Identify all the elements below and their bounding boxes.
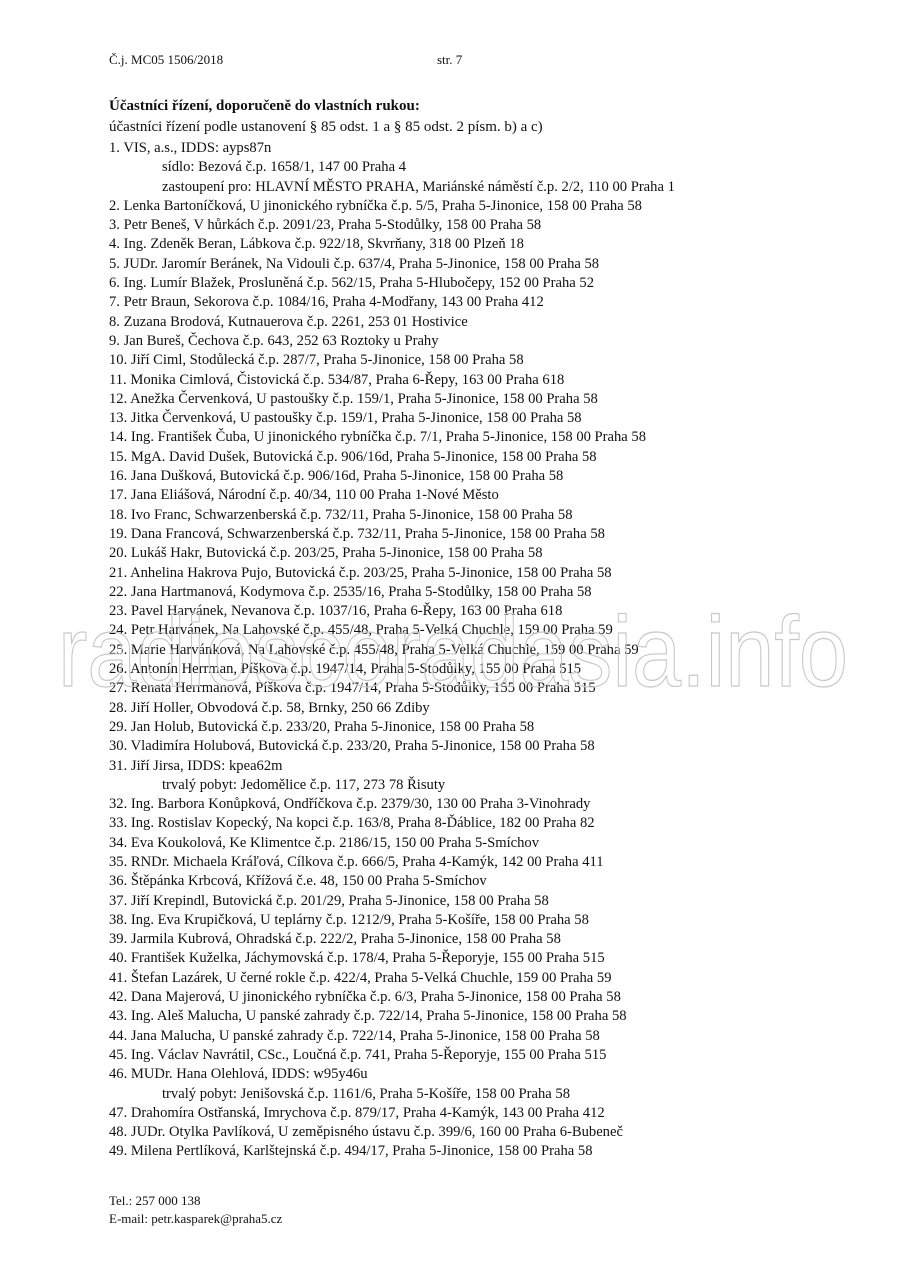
participant-line: 30. Vladimíra Holubová, Butovická č.p. 233/20, Praha 5-Jinonice, 158 00 Praha 58 bbox=[109, 738, 595, 755]
participant-line: 1. VIS, a.s., IDDS: ayps87n bbox=[109, 140, 272, 156]
participant-line: 38. Ing. Eva Krupičková, U teplárny č.p. 1212/9, Praha 5-Košíře, 158 00 Praha 58 bbox=[109, 911, 589, 928]
participant-line: 42. Dana Majerová, U jinonického rybníčka č.p. 6/3, Praha 5-Jinonice, 158 00 Praha 58 bbox=[109, 989, 621, 1006]
document-reference: Č.j. MC05 1506/2018 bbox=[109, 52, 224, 67]
participant-line: 8. Zuzana Brodová, Kutnauerova č.p. 2261, 253 01 Hostivice bbox=[109, 313, 468, 330]
participant-line: 37. Jiří Krepindl, Butovická č.p. 201/29, Praha 5-Jinonice, 158 00 Praha 58 bbox=[109, 892, 549, 909]
participant-line: 26. Antonín Herrman, Píškova č.p. 1947/14, Praha 5-Stodůlky, 155 00 Praha 515 bbox=[109, 661, 582, 678]
participant-line: 3. Petr Beneš, V hůrkách č.p. 2091/23, Praha 5-Stodůlky, 158 00 Praha 58 bbox=[109, 217, 542, 234]
participant-line: 16. Jana Dušková, Butovická č.p. 906/16d, Praha 5-Jinonice, 158 00 Praha 58 bbox=[109, 468, 564, 485]
participant-line: 25. Marie Harvánková, Na Lahovské č.p. 455/48, Praha 5-Velká Chuchle, 159 00 Praha 59 bbox=[109, 641, 639, 658]
participant-line: 7. Petr Braun, Sekorova č.p. 1084/16, Praha 4-Modřany, 143 00 Praha 412 bbox=[109, 294, 544, 311]
participant-line: 21. Anhelina Hakrova Pujo, Butovická č.p. 203/25, Praha 5-Jinonice, 158 00 Praha 58 bbox=[109, 564, 612, 581]
participant-detail-line: sídlo: Bezová č.p. 1658/1, 147 00 Praha 4 bbox=[162, 159, 407, 176]
section-title: Účastníci řízení, doporučeně do vlastních rukou: bbox=[109, 98, 420, 114]
participant-line: 43. Ing. Aleš Malucha, U panské zahrady č.p. 722/14, Praha 5-Jinonice, 158 00 Praha 58 bbox=[109, 1008, 627, 1025]
participant-line: 46. MUDr. Hana Olehlová, IDDS: w95y46u bbox=[109, 1066, 368, 1083]
participant-line: 22. Jana Hartmanová, Kodymova č.p. 2535/16, Praha 5-Stodůlky, 158 00 Praha 58 bbox=[109, 583, 592, 600]
participant-line: 36. Štěpánka Krbcová, Křížová č.e. 48, 150 00 Praha 5-Smíchov bbox=[109, 873, 487, 890]
participant-line: 29. Jan Holub, Butovická č.p. 233/20, Praha 5-Jinonice, 158 00 Praha 58 bbox=[109, 718, 535, 735]
participant-line: 45. Ing. Václav Navrátil, CSc., Loučná č.p. 741, Praha 5-Řeporyje, 155 00 Praha 515 bbox=[109, 1046, 607, 1063]
participant-line: 11. Monika Cimlová, Čistovická č.p. 534/87, Praha 6-Řepy, 163 00 Praha 618 bbox=[109, 371, 565, 388]
intro-text: účastníci řízení podle ustanovení § 85 odst. 1 a § 85 odst. 2 písm. b) a c) bbox=[109, 119, 543, 135]
participant-line: 17. Jana Eliášová, Národní č.p. 40/34, 110 00 Praha 1-Nové Město bbox=[109, 487, 499, 504]
footer-phone: Tel.: 257 000 138 bbox=[109, 1193, 201, 1208]
participant-line: 44. Jana Malucha, U panské zahrady č.p. 722/14, Praha 5-Jinonice, 158 00 Praha 58 bbox=[109, 1027, 600, 1044]
participant-line: 23. Pavel Harvánek, Nevanova č.p. 1037/16, Praha 6-Řepy, 163 00 Praha 618 bbox=[109, 603, 563, 620]
participant-line: 20. Lukáš Hakr, Butovická č.p. 203/25, Praha 5-Jinonice, 158 00 Praha 58 bbox=[109, 545, 543, 562]
participant-line: 4. Ing. Zdeněk Beran, Lábkova č.p. 922/18, Skvrňany, 318 00 Plzeň 18 bbox=[109, 236, 524, 253]
participant-line: 34. Eva Koukolová, Ke Klimentce č.p. 2186/15, 150 00 Praha 5-Smíchov bbox=[109, 834, 540, 851]
participant-line: 31. Jiří Jirsa, IDDS: kpea62m bbox=[109, 757, 283, 774]
participant-line: 47. Drahomíra Ostřanská, Imrychova č.p. 879/17, Praha 4-Kamýk, 143 00 Praha 412 bbox=[109, 1104, 605, 1121]
participant-line: 18. Ivo Franc, Schwarzenberská č.p. 732/11, Praha 5-Jinonice, 158 00 Praha 58 bbox=[109, 506, 573, 523]
participant-line: 41. Štefan Lazárek, U černé rokle č.p. 422/4, Praha 5-Velká Chuchle, 159 00 Praha 59 bbox=[109, 969, 612, 986]
participant-detail-line: trvalý pobyt: Jedomělice č.p. 117, 273 78 Řisuty bbox=[162, 776, 446, 793]
participant-line: 32. Ing. Barbora Konůpková, Ondříčkova č.p. 2379/30, 130 00 Praha 3-Vinohrady bbox=[109, 796, 591, 813]
participant-line: 12. Anežka Červenková, U pastoušky č.p. 159/1, Praha 5-Jinonice, 158 00 Praha 58 bbox=[109, 390, 598, 407]
participant-line: 24. Petr Harvánek, Na Lahovské č.p. 455/48, Praha 5-Velká Chuchle, 159 00 Praha 59 bbox=[109, 622, 613, 639]
participant-line: 14. Ing. František Čuba, U jinonického rybníčka č.p. 7/1, Praha 5-Jinonice, 158 00 Praha 58 bbox=[109, 429, 647, 446]
participants-list bbox=[109, 139, 889, 1162]
watermark-text: radioscoradasia.info bbox=[58, 596, 848, 708]
participant-line: 10. Jiří Ciml, Stodůlecká č.p. 287/7, Praha 5-Jinonice, 158 00 Praha 58 bbox=[109, 352, 524, 369]
footer bbox=[109, 1192, 282, 1228]
participant-detail-line: zastoupení pro: HLAVNÍ MĚSTO PRAHA, Mariánské náměstí č.p. 2/2, 110 00 Praha 1 bbox=[162, 178, 675, 195]
participant-line: 33. Ing. Rostislav Kopecký, Na kopci č.p. 163/8, Praha 8-Ďáblice, 182 00 Praha 82 bbox=[109, 815, 595, 832]
participant-line: 13. Jitka Červenková, U pastoušky č.p. 159/1, Praha 5-Jinonice, 158 00 Praha 58 bbox=[109, 410, 582, 427]
participant-line: 48. JUDr. Otylka Pavlíková, U zeměpisného ústavu č.p. 399/6, 160 00 Praha 6-Bubeneč bbox=[109, 1124, 623, 1141]
page-number: str. 7 bbox=[437, 52, 463, 67]
participant-line: 19. Dana Francová, Schwarzenberská č.p. 732/11, Praha 5-Jinonice, 158 00 Praha 58 bbox=[109, 525, 605, 542]
participant-line: 28. Jiří Holler, Obvodová č.p. 58, Brnky, 250 66 Zdiby bbox=[109, 699, 430, 716]
participant-line: 49. Milena Pertlíková, Karlštejnská č.p. 494/17, Praha 5-Jinonice, 158 00 Praha 58 bbox=[109, 1143, 593, 1160]
participant-line: 15. MgA. David Dušek, Butovická č.p. 906/16d, Praha 5-Jinonice, 158 00 Praha 58 bbox=[109, 448, 597, 465]
participant-line: 2. Lenka Bartoníčková, U jinonického rybníčka č.p. 5/5, Praha 5-Jinonice, 158 00 Praha 58 bbox=[109, 197, 642, 214]
participant-line: 5. JUDr. Jaromír Beránek, Na Vidouli č.p. 637/4, Praha 5-Jinonice, 158 00 Praha 58 bbox=[109, 255, 600, 272]
participant-detail-line: trvalý pobyt: Jenišovská č.p. 1161/6, Praha 5-Košíře, 158 00 Praha 58 bbox=[162, 1085, 571, 1102]
participant-line: 39. Jarmila Kubrová, Ohradská č.p. 222/2, Praha 5-Jinonice, 158 00 Praha 58 bbox=[109, 931, 561, 948]
participant-line: 35. RNDr. Michaela Kráľová, Cílkova č.p. 666/5, Praha 4-Kamýk, 142 00 Praha 411 bbox=[109, 853, 604, 870]
footer-email[interactable]: E-mail: petr.kasparek@praha5.cz bbox=[109, 1211, 283, 1226]
participant-line: 9. Jan Bureš, Čechova č.p. 643, 252 63 Roztoky u Prahy bbox=[109, 332, 439, 349]
participant-line: 40. František Kuželka, Jáchymovská č.p. 178/4, Praha 5-Řeporyje, 155 00 Praha 515 bbox=[109, 950, 605, 967]
participant-line: 6. Ing. Lumír Blažek, Prosluněná č.p. 562/15, Praha 5-Hlubočepy, 152 00 Praha 52 bbox=[109, 275, 595, 292]
participant-line: 27. Renata Herrmanová, Píškova č.p. 1947/14, Praha 5-Stodůlky, 155 00 Praha 515 bbox=[109, 680, 596, 697]
